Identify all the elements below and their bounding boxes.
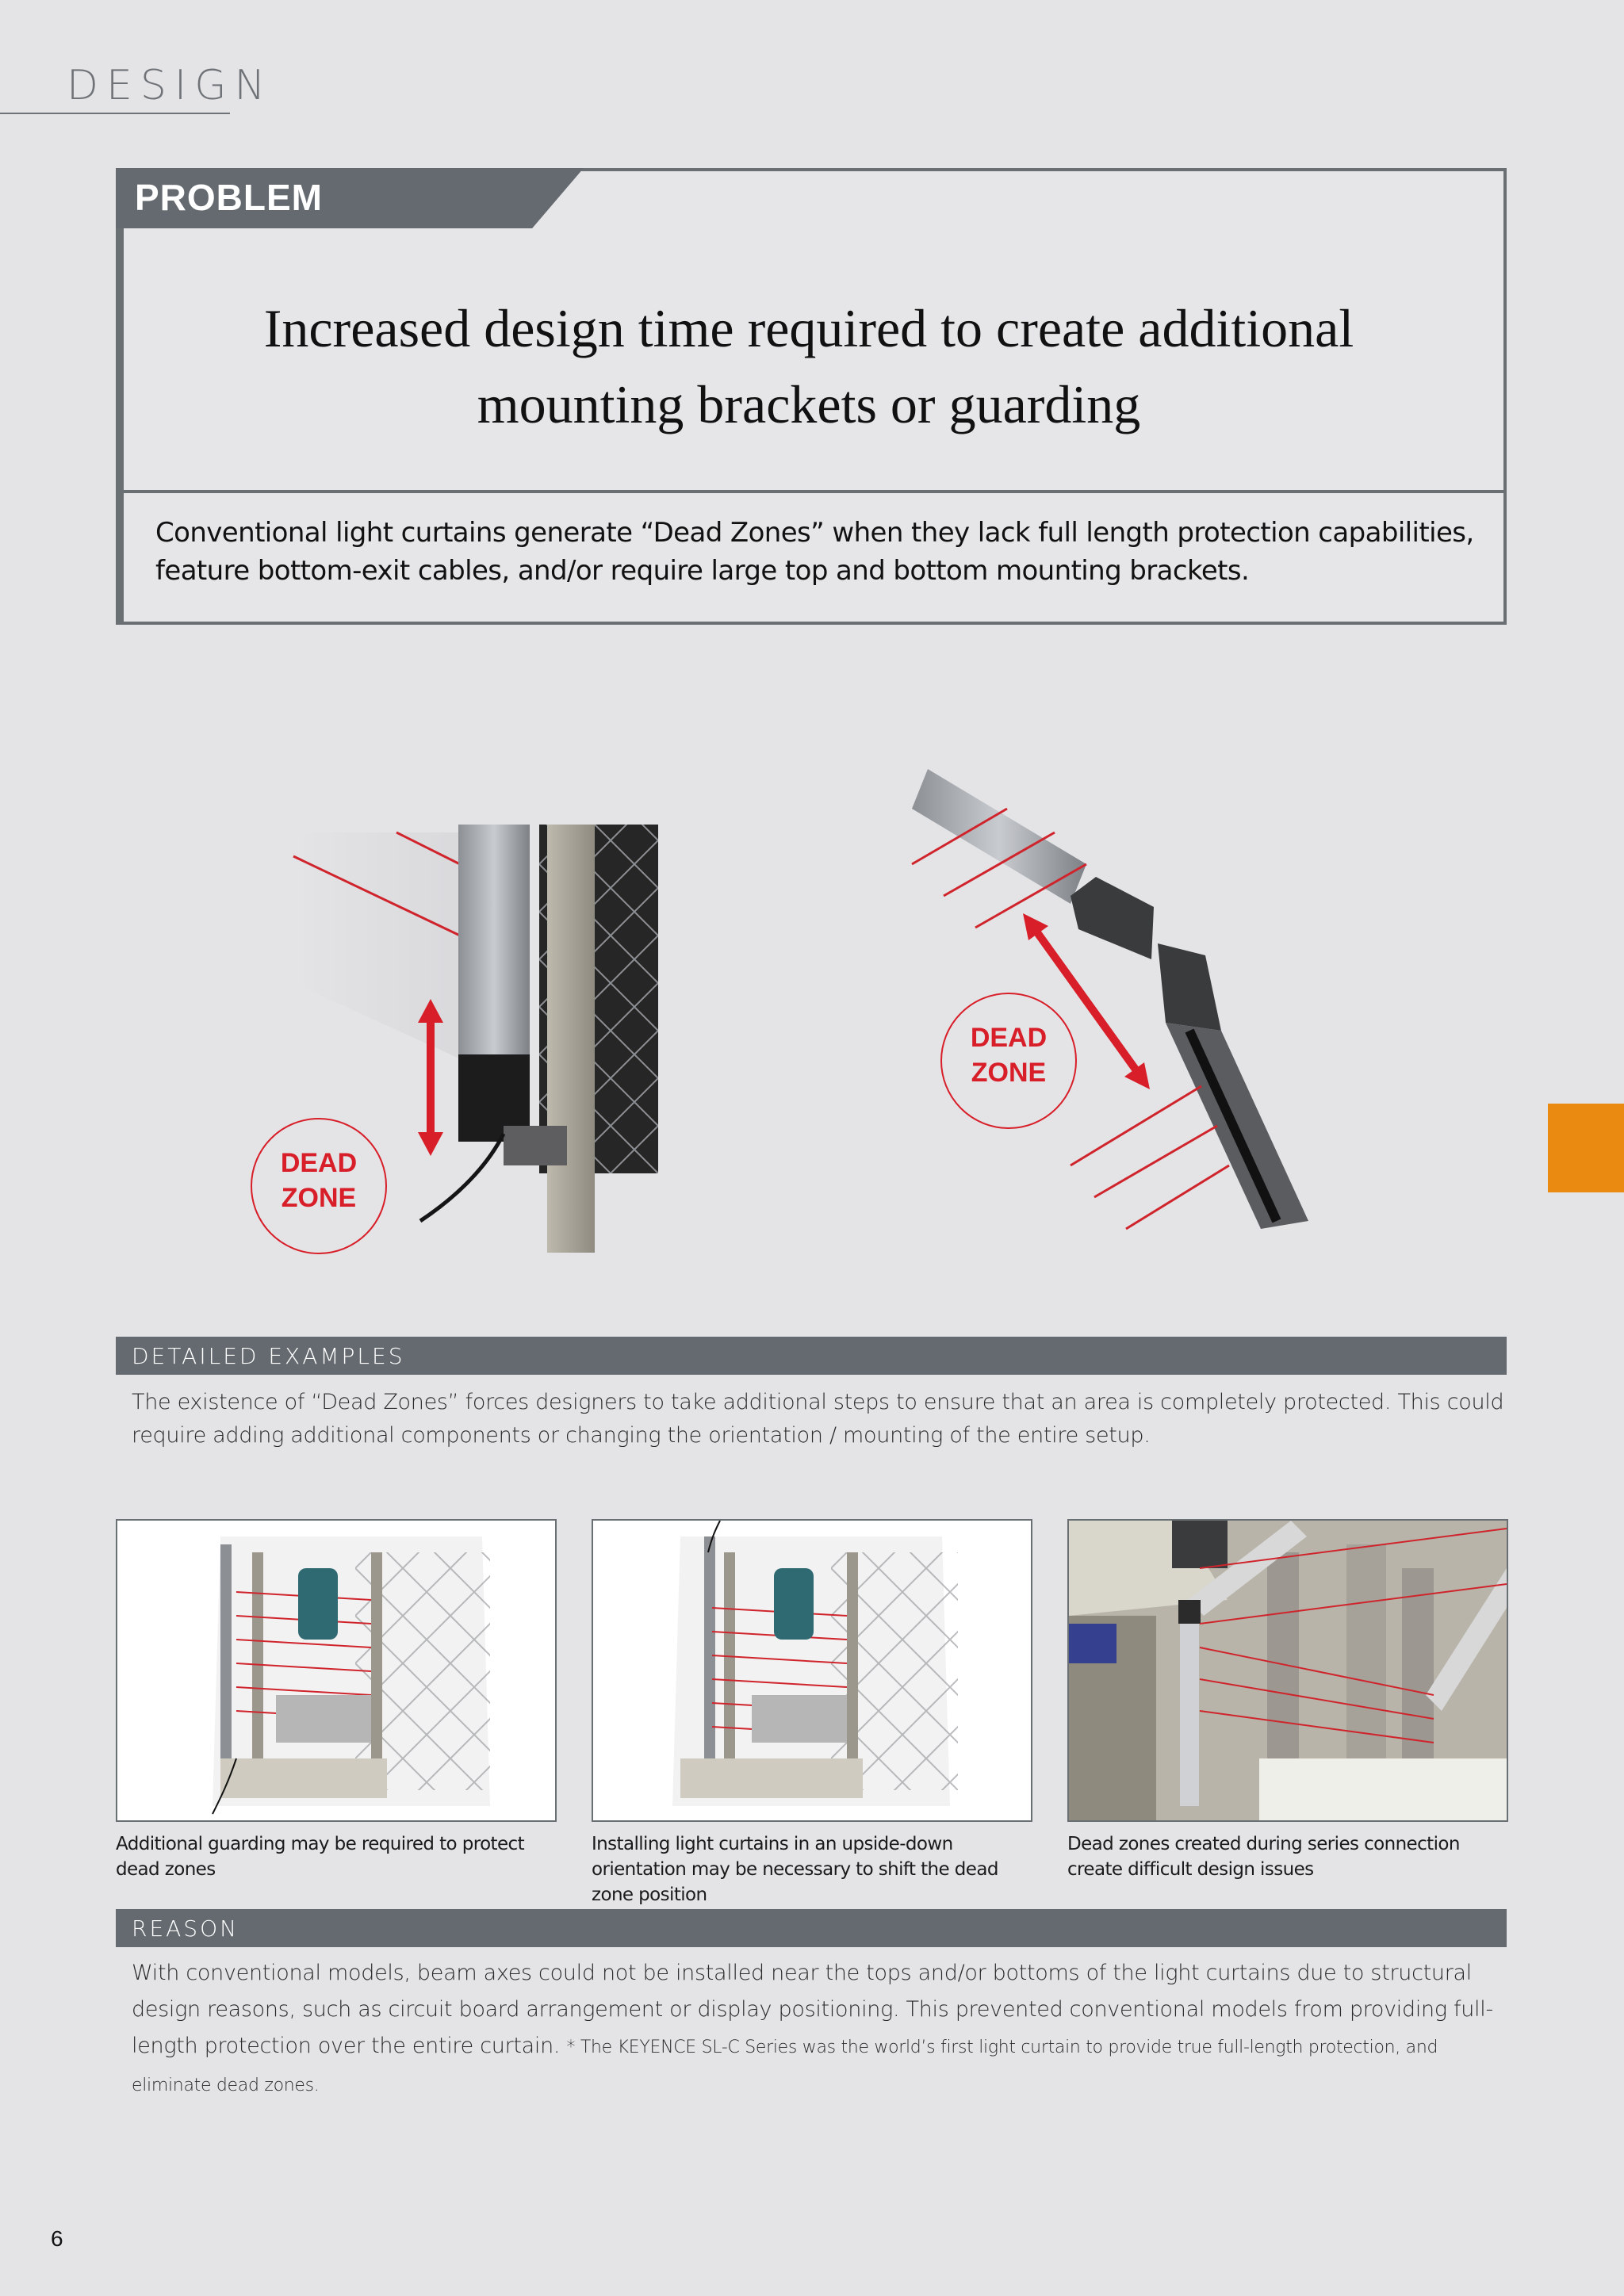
reason-bar xyxy=(116,1909,1507,1947)
page-number: 6 xyxy=(51,2226,63,2251)
dead-zone-illustrations xyxy=(230,745,1340,1269)
problem-body: Conventional light curtains generate “Dead Zones” when they lack full length protection capabilities, feature bottom-exit cables, and/or require large top and bottom mounting brackets. xyxy=(155,517,1474,587)
example-image-1 xyxy=(116,1519,557,1822)
problem-divider xyxy=(124,490,1503,493)
problem-heading-line1: Increased design time required to create additional xyxy=(263,298,1354,358)
example-caption-1: Additional guarding may be required to protect dead zones xyxy=(116,1834,524,1880)
beam-line xyxy=(1071,1086,1201,1165)
connector-cap-top xyxy=(1071,877,1154,959)
right-illustration xyxy=(912,769,1308,1229)
upside-down-illustration xyxy=(593,1521,1031,1820)
guard-post xyxy=(547,825,595,1253)
section-label: DESIGN xyxy=(67,62,274,109)
reason-text xyxy=(132,1955,1507,2104)
example-image-3 xyxy=(1067,1519,1508,1822)
series-connection-illustration xyxy=(1069,1521,1507,1820)
dead-zone-label-line1: DEAD xyxy=(280,1148,358,1178)
arrow-head-down xyxy=(418,1132,443,1156)
example-image-2 xyxy=(592,1519,1032,1822)
section-rule xyxy=(0,113,230,114)
side-tab xyxy=(1548,1104,1624,1192)
problem-heading-line2: mounting brackets or guarding xyxy=(477,374,1141,434)
connector-cap-bottom xyxy=(1158,943,1221,1031)
detailed-examples-title: DETAILED EXAMPLES xyxy=(132,1343,405,1369)
beam-line xyxy=(1126,1165,1229,1229)
beam-area xyxy=(293,832,468,1062)
dead-zone-label-line2: ZONE xyxy=(281,1183,357,1213)
example-caption-3: Dead zones created during series connection create difficult design issues xyxy=(1067,1834,1460,1880)
problem-tab-label: PROBLEM xyxy=(135,177,323,218)
reason-body: With conventional models, beam axes could not be installed near the tops and/or bottoms of the light curtains due to structural design reasons, such as circuit board arrangement or display positioning. This prevented conventional models from providing full-length protection over the entire curtain. xyxy=(132,1961,1493,2058)
reason-note: * The KEYENCE SL-C Series was the world’s first light curtain to provide true full-length protection, and eliminate dead zones. xyxy=(132,2038,1438,2095)
example-caption-2: Installing light curtains in an upside-down orientation may be necessary to shift the dead zone position xyxy=(592,1834,998,1905)
reason-title: REASON xyxy=(132,1915,239,1942)
dead-zone-label-line1: DEAD xyxy=(970,1023,1048,1053)
dead-zone-label-line2: ZONE xyxy=(971,1058,1047,1088)
problem-heading xyxy=(127,290,1491,442)
light-curtain-top xyxy=(912,769,1086,904)
beam-line xyxy=(1094,1126,1217,1197)
mounting-bracket xyxy=(504,1126,567,1165)
guarding-illustration xyxy=(117,1521,555,1820)
left-illustration xyxy=(251,825,658,1253)
detailed-examples-body: The existence of “Dead Zones” forces designers to take additional steps to ensure that an area is completely protected. This could require adding additional components or changing the orientation / mounting of the entire setup. xyxy=(132,1390,1504,1448)
